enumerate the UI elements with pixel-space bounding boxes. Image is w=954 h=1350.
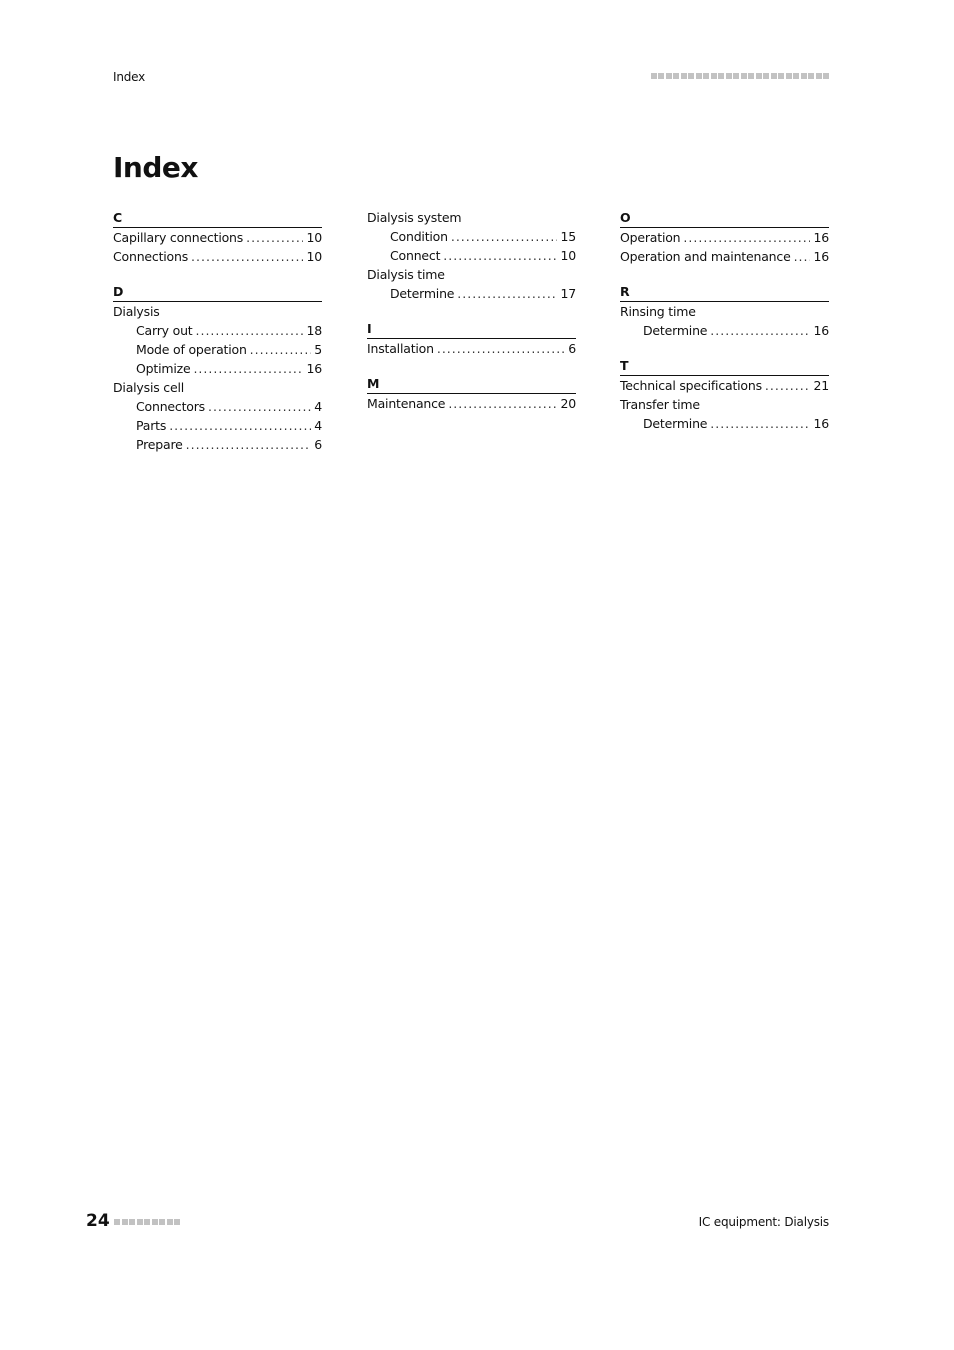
decorative-square	[159, 1219, 165, 1225]
decorative-square	[122, 1219, 128, 1225]
index-column-3	[620, 208, 829, 449]
index-letter-heading: R	[620, 282, 829, 302]
index-page-ref: 16	[813, 249, 829, 264]
index-page-ref: 16	[306, 361, 322, 376]
index-term: Dialysis cell	[113, 380, 185, 395]
index-page-ref: 4	[314, 418, 322, 433]
dot-leader	[457, 284, 557, 303]
decorative-square	[823, 73, 829, 79]
dot-leader	[193, 359, 303, 378]
index-page-ref: 10	[560, 248, 576, 263]
decorative-square	[651, 73, 657, 79]
dot-leader	[186, 435, 312, 454]
decorative-square	[771, 73, 777, 79]
decorative-square	[711, 73, 717, 79]
footer-document-title: IC equipment: Dialysis	[698, 1215, 829, 1229]
dot-leader	[169, 416, 311, 435]
index-section	[620, 208, 829, 266]
decorative-square	[778, 73, 784, 79]
index-term: Dialysis	[113, 304, 160, 319]
index-entry	[113, 340, 322, 359]
index-page-ref: 18	[306, 323, 322, 338]
dot-leader	[250, 340, 312, 359]
index-page-ref: 21	[813, 378, 829, 393]
index-page-ref: 20	[560, 396, 576, 411]
index-entry	[113, 397, 322, 416]
index-term: Installation	[367, 341, 434, 356]
index-page-ref: 16	[813, 323, 829, 338]
index-letter-heading: C	[113, 208, 322, 228]
decorative-square	[174, 1219, 180, 1225]
decorative-square	[703, 73, 709, 79]
index-entry	[113, 435, 322, 454]
dot-leader	[246, 228, 303, 247]
index-term: Mode of operation	[136, 342, 247, 357]
index-term: Rinsing time	[620, 304, 696, 319]
dot-leader	[710, 321, 810, 340]
index-entry	[113, 416, 322, 435]
index-entry	[367, 339, 576, 358]
page-title: Index	[113, 151, 198, 184]
decorative-square	[167, 1219, 173, 1225]
decorative-square	[144, 1219, 150, 1225]
index-entry	[367, 208, 576, 227]
index-page-ref: 4	[314, 399, 322, 414]
running-head: Index	[113, 70, 146, 84]
index-page-ref: 16	[813, 230, 829, 245]
index-term: Connections	[113, 249, 189, 264]
index-term: Prepare	[136, 437, 183, 452]
dot-leader	[765, 376, 811, 395]
index-section	[113, 282, 322, 454]
decorative-square	[681, 73, 687, 79]
decorative-square	[741, 73, 747, 79]
decorative-square	[786, 73, 792, 79]
index-term: Optimize	[136, 361, 191, 376]
dot-leader	[794, 247, 811, 266]
index-column-2	[367, 208, 576, 429]
index-entry	[620, 395, 829, 414]
decorative-square	[756, 73, 762, 79]
index-page-ref: 10	[306, 230, 322, 245]
dot-leader	[710, 414, 810, 433]
index-term: Technical specifications	[620, 378, 762, 393]
index-page-ref: 16	[813, 416, 829, 431]
dot-leader	[448, 394, 557, 413]
index-term: Capillary connections	[113, 230, 244, 245]
decorative-square	[658, 73, 664, 79]
decorative-square	[114, 1219, 120, 1225]
footer-decorative-dots	[114, 1219, 180, 1225]
index-entry	[113, 247, 322, 266]
decorative-square	[726, 73, 732, 79]
index-entry	[367, 284, 576, 303]
index-term: Operation	[620, 230, 681, 245]
index-letter-heading: D	[113, 282, 322, 302]
decorative-square	[688, 73, 694, 79]
dot-leader	[437, 339, 565, 358]
index-page-ref: 5	[314, 342, 322, 357]
index-term: Condition	[390, 229, 448, 244]
index-term: Connectors	[136, 399, 205, 414]
index-section	[367, 208, 576, 303]
index-section	[620, 356, 829, 433]
index-term: Carry out	[136, 323, 193, 338]
decorative-square	[808, 73, 814, 79]
index-entry	[113, 378, 322, 397]
decorative-square	[748, 73, 754, 79]
index-letter-heading: O	[620, 208, 829, 228]
dot-leader	[443, 246, 557, 265]
decorative-square	[152, 1219, 158, 1225]
index-term: Connect	[390, 248, 441, 263]
index-column-1	[113, 208, 322, 470]
index-entry	[620, 247, 829, 266]
index-entry	[113, 228, 322, 247]
index-term: Determine	[390, 286, 455, 301]
decorative-square	[696, 73, 702, 79]
index-page-ref: 17	[560, 286, 576, 301]
index-entry	[113, 321, 322, 340]
index-entry	[620, 228, 829, 247]
index-entry	[620, 414, 829, 433]
page-number: 24	[86, 1211, 110, 1231]
index-term: Maintenance	[367, 396, 446, 411]
index-term: Dialysis system	[367, 210, 462, 225]
index-entry	[620, 376, 829, 395]
index-entry	[620, 321, 829, 340]
index-section	[367, 374, 576, 413]
dot-leader	[191, 247, 303, 266]
index-entry	[367, 394, 576, 413]
index-letter-heading: T	[620, 356, 829, 376]
index-page-ref: 10	[306, 249, 322, 264]
index-section	[367, 319, 576, 358]
header-decorative-dots	[651, 73, 830, 79]
decorative-square	[137, 1219, 143, 1225]
decorative-square	[673, 73, 679, 79]
decorative-square	[718, 73, 724, 79]
index-term: Determine	[643, 416, 708, 431]
decorative-square	[763, 73, 769, 79]
decorative-square	[801, 73, 807, 79]
index-page-ref: 6	[568, 341, 576, 356]
index-term: Transfer time	[620, 397, 700, 412]
index-letter-heading: M	[367, 374, 576, 394]
dot-leader	[196, 321, 304, 340]
index-entry	[113, 302, 322, 321]
index-entry	[113, 359, 322, 378]
index-page-ref: 6	[314, 437, 322, 452]
decorative-square	[129, 1219, 135, 1225]
index-entry	[367, 246, 576, 265]
index-term: Determine	[643, 323, 708, 338]
index-entry	[367, 265, 576, 284]
index-section	[620, 282, 829, 340]
index-letter-heading: I	[367, 319, 576, 339]
decorative-square	[733, 73, 739, 79]
index-term: Dialysis time	[367, 267, 445, 282]
decorative-square	[816, 73, 822, 79]
decorative-square	[793, 73, 799, 79]
dot-leader	[208, 397, 311, 416]
dot-leader	[683, 228, 810, 247]
index-term: Operation and maintenance	[620, 249, 791, 264]
dot-leader	[451, 227, 558, 246]
index-page-ref: 15	[560, 229, 576, 244]
index-entry	[620, 302, 829, 321]
index-entry	[367, 227, 576, 246]
index-term: Parts	[136, 418, 167, 433]
decorative-square	[666, 73, 672, 79]
index-section	[113, 208, 322, 266]
